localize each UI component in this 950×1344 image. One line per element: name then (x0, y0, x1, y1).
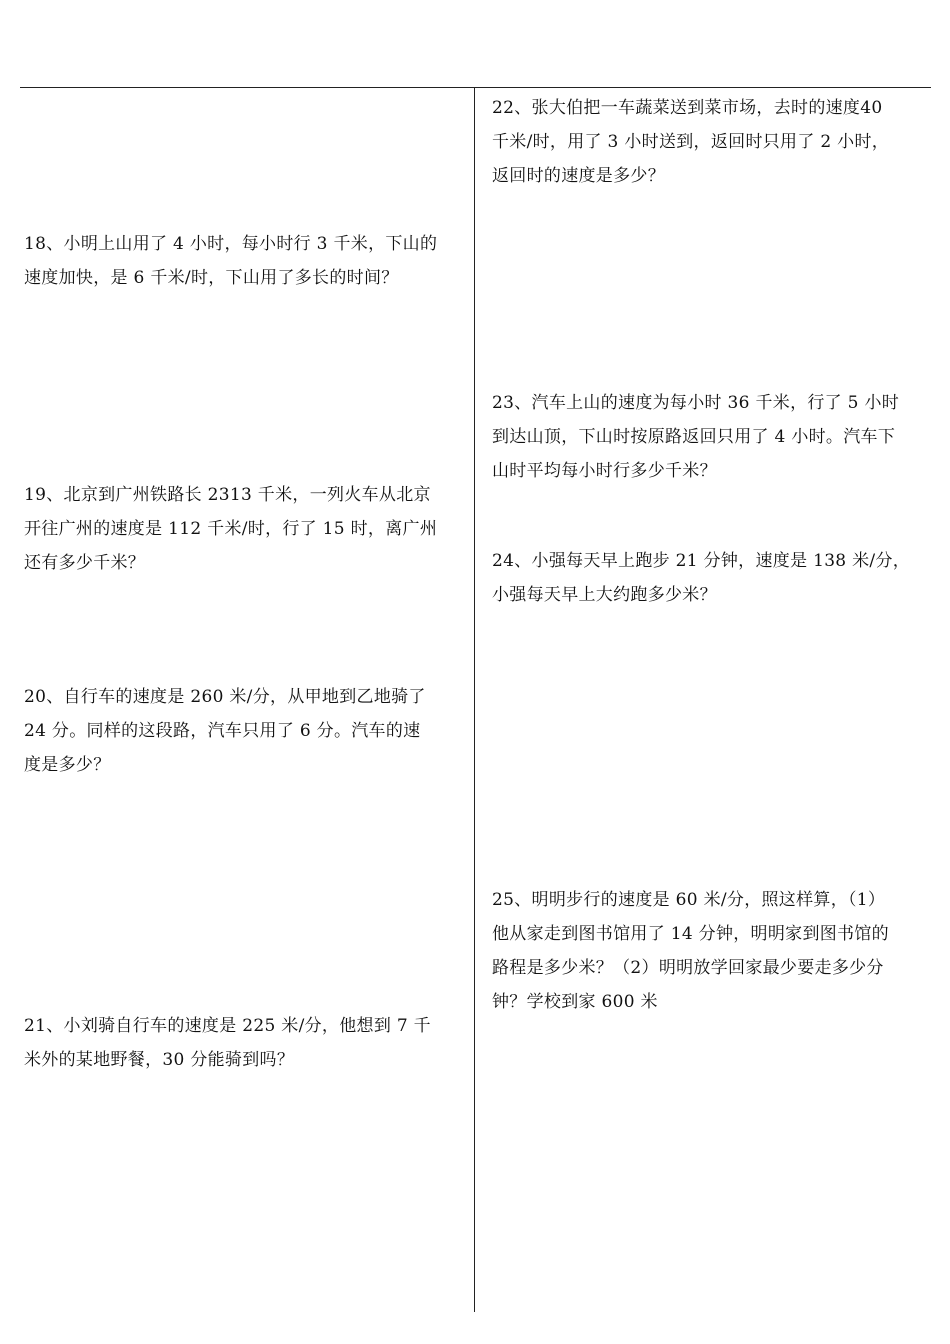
question-22-line-1: 22、张大伯把一车蔬菜送到菜市场，去时的速度40 (492, 98, 883, 118)
question-23-line-2: 到达山顶，下山时按原路返回只用了 4 小时。汽车下 (492, 427, 896, 447)
question-18-line-2: 速度加快，是 6 千米/时，下山用了多长的时间？ (24, 268, 399, 288)
question-25-line-2: 他从家走到图书馆用了 14 分钟，明明家到图书馆的 (492, 924, 889, 944)
question-19-line-2: 开往广州的速度是 112 千米/时，行了 15 时，离广州 (24, 519, 438, 539)
question-23-line-3: 山时平均每小时行多少千米？ (492, 461, 717, 481)
question-25-line-1: 25、明明步行的速度是 60 米/分，照这样算，（1） (492, 890, 886, 910)
question-22 (492, 91, 889, 193)
question-22-line-3: 返回时的速度是多少？ (492, 166, 665, 186)
question-18-line-1: 18、小明上山用了 4 小时，每小时行 3 千米，下山的 (24, 234, 438, 254)
question-25 (492, 883, 889, 1019)
question-19-line-3: 还有多少千米？ (24, 553, 146, 573)
column-divider (474, 88, 475, 1312)
question-21-line-2: 米外的某地野餐，30 分能骑到吗？ (24, 1050, 295, 1070)
question-19-line-1: 19、北京到广州铁路长 2313 千米，一列火车从北京 (24, 485, 431, 505)
question-21-line-1: 21、小刘骑自行车的速度是 225 米/分，他想到 7 千 (24, 1016, 431, 1036)
question-24-line-2: 小强每天早上大约跑多少米？ (492, 585, 717, 605)
question-19 (24, 478, 437, 580)
question-18 (24, 227, 437, 295)
question-20-line-1: 20、自行车的速度是 260 米/分，从甲地到乙地骑了 (24, 687, 426, 707)
question-20-line-2: 24 分。同样的这段路，汽车只用了 6 分。汽车的速 (24, 721, 421, 741)
question-23-line-1: 23、汽车上山的速度为每小时 36 千米，行了 5 小时 (492, 393, 900, 413)
question-25-line-4: 钟？学校到家 600 米 (492, 992, 658, 1012)
question-22-line-2: 千米/时，用了 3 小时送到，返回时只用了 2 小时， (492, 132, 890, 152)
question-24 (492, 544, 910, 612)
question-25-line-3: 路程是多少米？（2）明明放学回家最少要走多少分 (492, 958, 884, 978)
question-20 (24, 680, 426, 782)
question-21 (24, 1009, 431, 1077)
top-rule (20, 87, 931, 88)
question-23 (492, 386, 899, 488)
question-24-line-1: 24、小强每天早上跑步 21 分钟，速度是 138 米/分， (492, 551, 911, 571)
question-20-line-3: 度是多少？ (24, 755, 111, 775)
